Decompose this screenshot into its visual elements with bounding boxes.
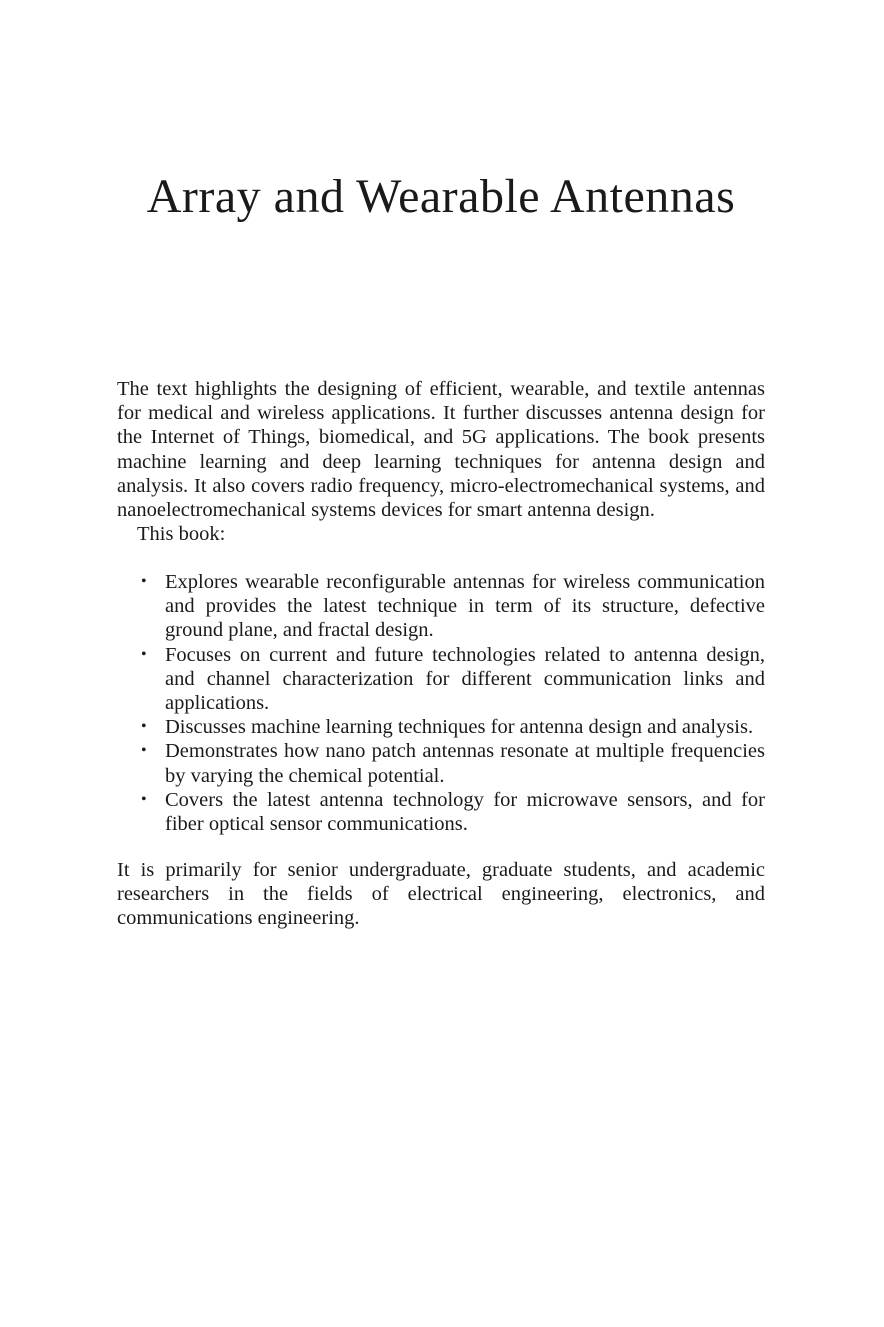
bullet-icon: • xyxy=(141,645,147,663)
feature-item xyxy=(117,643,765,716)
intro-paragraph: The text highlights the designing of efficient, wearable, and textile antennas for medical and wireless applications. It further discusses antenna design for the Internet of Things, biomedical, and 5G applications. The book presents machine learning and deep learning techniques for antenna design and analysis. It also covers radio frequency, micro-electromechanical systems, and nanoelectromechanical systems devices for smart antenna design. xyxy=(117,378,765,522)
feature-item xyxy=(117,788,765,836)
feature-text: Covers the latest antenna technology for microwave sensors, and for fiber optical sensor communications. xyxy=(165,788,765,836)
feature-text: Demonstrates how nano patch antennas resonate at multiple frequencies by varying the chemical potential. xyxy=(165,740,765,787)
feature-text: Discusses machine learning techniques for antenna design and analysis. xyxy=(165,716,754,739)
book-title: Array and Wearable Antennas xyxy=(146,170,736,223)
feature-item xyxy=(117,570,765,643)
feature-list xyxy=(117,570,765,836)
bullet-icon: • xyxy=(141,573,147,590)
feature-text: Focuses on current and future technologies related to antenna design, and channel characterization for different communication links and applications. xyxy=(165,643,765,715)
feature-item xyxy=(117,739,765,787)
feature-item xyxy=(117,715,765,739)
bullet-icon: • xyxy=(141,742,147,760)
closing-paragraph: It is primarily for senior undergraduate, graduate students, and academic researchers in the fields of electrical engineering, electronics, and communications engineering. xyxy=(117,859,765,930)
lead-in-text: This book: xyxy=(137,523,226,545)
bullet-icon: • xyxy=(141,718,147,736)
bullet-icon: • xyxy=(141,790,147,808)
feature-text: Explores wearable reconfigurable antennas for wireless communication and provides the latest technique in term of its structure, defective ground plane, and fractal design. xyxy=(165,571,765,642)
